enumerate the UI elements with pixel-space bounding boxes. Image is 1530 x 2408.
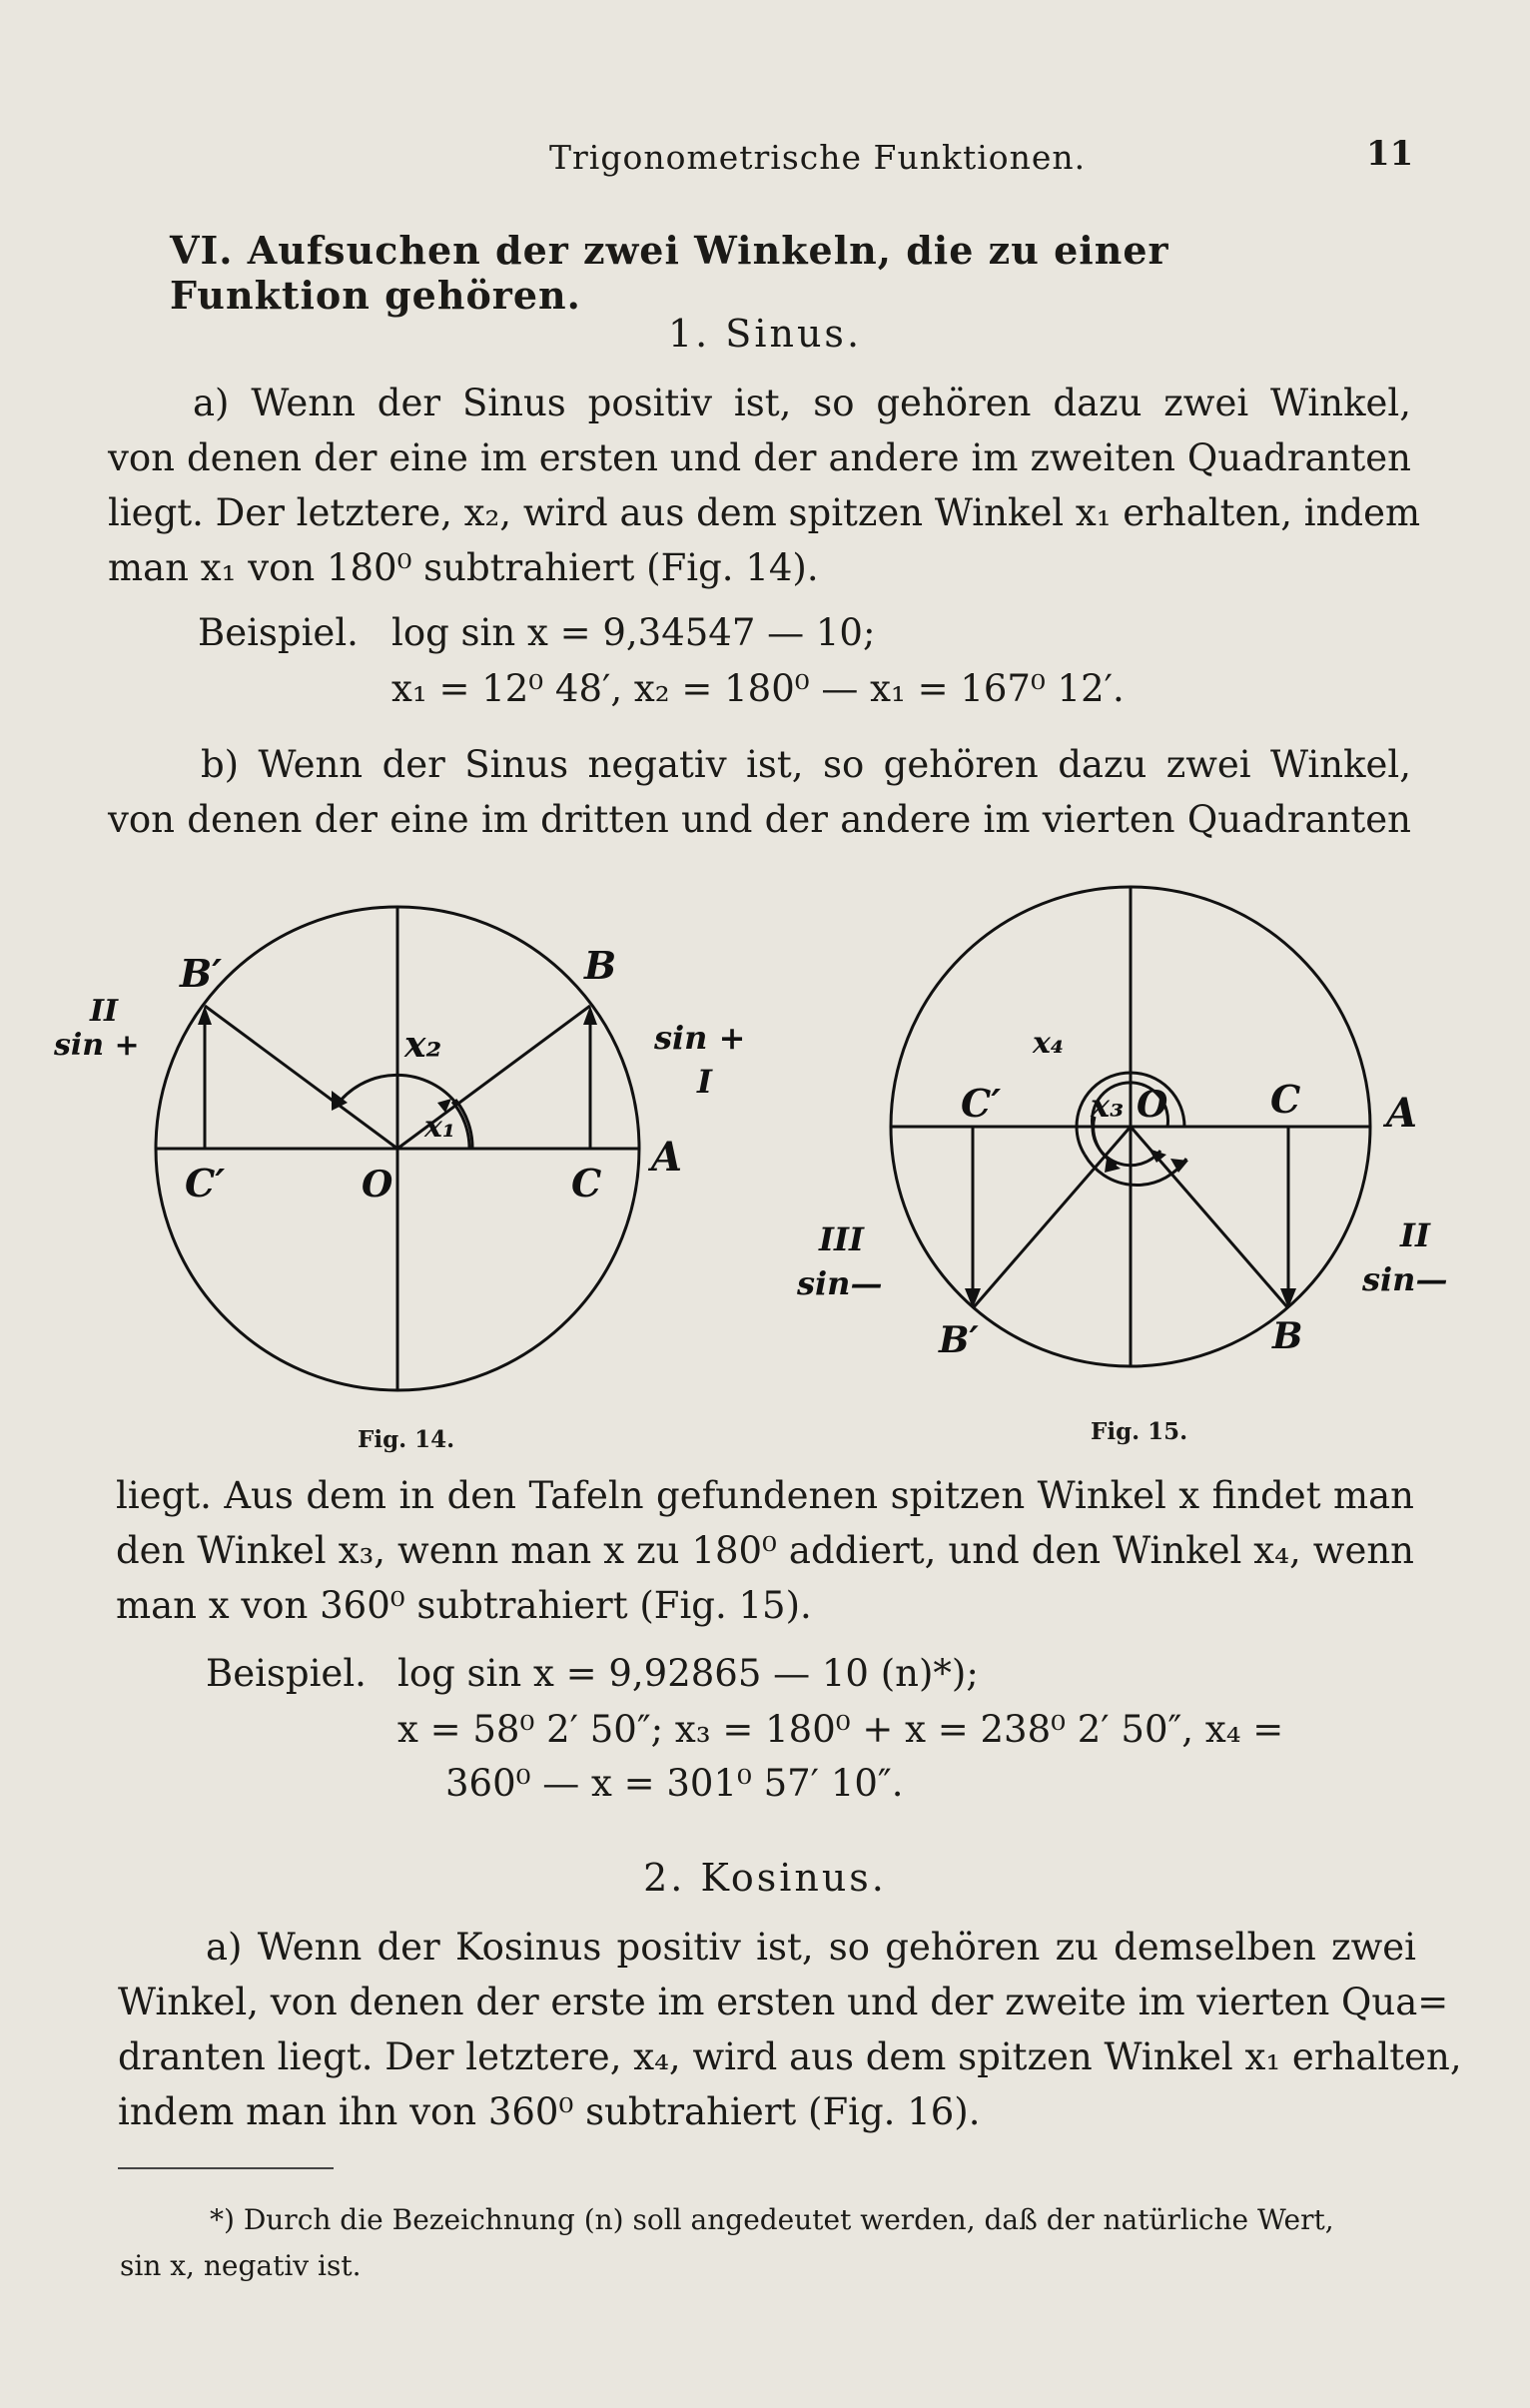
example-equation: 360⁰ — x = 301⁰ 57′ 10″. [445, 1762, 904, 1805]
page-number: 11 [1366, 134, 1414, 174]
example-equation: x = 58⁰ 2′ 50″; x₃ = 180⁰ + x = 238⁰ 2′ 50″, x₄ = [397, 1708, 1284, 1751]
heading-sinus: 1. Sinus. [667, 312, 863, 356]
label-b-prime: B′ [939, 1319, 979, 1361]
label-x3: x₃ [1091, 1087, 1125, 1125]
example-equation: log sin x = 9,92865 — 10 (n)*); [397, 1652, 979, 1695]
label-o: O [1137, 1084, 1168, 1126]
label-o: O [362, 1164, 393, 1205]
label-c-prime: C′ [185, 1161, 226, 1205]
paragraph-sine-a [108, 376, 1421, 595]
figure-14 [40, 879, 779, 1438]
label-x2: x₂ [404, 1024, 442, 1066]
footnote-rule [118, 2167, 334, 2169]
text-line: liegt. Der letztere, x₂, wird aus dem spitzen Winkel x₁ erhalten, indem [108, 491, 1421, 534]
text-line: b) Wenn der Sinus negativ ist, so gehören dazu zwei Winkel, [201, 743, 1411, 786]
example-equation: log sin x = 9,34547 — 10; [391, 611, 876, 654]
text-line: liegt. Aus dem in den Tafeln gefundenen spitzen Winkel x findet man [116, 1474, 1414, 1517]
running-header: Trigonometrische Funktionen. [549, 138, 1087, 177]
footnote-line: *) Durch die Bezeichnung (n) soll angedeutet werden, daß der natürliche Wert, [210, 2203, 1334, 2236]
arrowhead [965, 1288, 981, 1308]
text-line: von denen der eine im ersten und der andere im zweiten Quadranten [108, 436, 1411, 479]
example-equation: x₁ = 12⁰ 48′, x₂ = 180⁰ — x₁ = 167⁰ 12′. [391, 667, 1125, 710]
text-line: man x₁ von 180⁰ subtrahiert (Fig. 14). [108, 546, 819, 589]
label-b: B [1272, 1315, 1303, 1357]
label-sin-plus-left: sin + [54, 1028, 140, 1063]
label-quadrant-iii: III [819, 1220, 864, 1258]
figure-14-caption: Fig. 14. [358, 1426, 455, 1453]
label-a: A [1386, 1090, 1418, 1137]
footnote-line: sin x, negativ ist. [120, 2249, 362, 2282]
heading-kosinus: 2. Kosinus. [643, 1856, 887, 1900]
text-line: indem man ihn von 360⁰ subtrahiert (Fig. 16). [118, 2090, 981, 2133]
label-a: A [651, 1134, 683, 1181]
text-line: man x von 360⁰ subtrahiert (Fig. 15). [116, 1584, 812, 1627]
example-label: Beispiel. [206, 1652, 367, 1695]
arrowhead [1170, 1159, 1188, 1173]
label-b: B [584, 943, 617, 988]
text-line: von denen der eine im dritten und der andere im vierten Quadranten [108, 798, 1411, 841]
label-b-prime: B′ [180, 951, 223, 996]
text-line: a) Wenn der Kosinus positiv ist, so gehören zu demselben zwei [206, 1926, 1416, 1969]
paragraph-sine-b [108, 737, 1411, 847]
label-quadrant-ii: II [1400, 1216, 1430, 1254]
label-c: C [1270, 1077, 1301, 1122]
radius-ob-prime [205, 1006, 397, 1149]
label-c: C [571, 1161, 602, 1205]
figure-15 [779, 859, 1498, 1378]
label-c-prime: C′ [961, 1081, 1002, 1126]
text-line: a) Wenn der Sinus positiv ist, so gehören dazu zwei Winkel, [193, 382, 1411, 424]
label-quadrant-ii: II [90, 994, 119, 1029]
footnote [120, 2197, 1418, 2289]
label-quadrant-i: I [697, 1063, 712, 1101]
text-line: dranten liegt. Der letztere, x₄, wird aus dem spitzen Winkel x₁ erhalten, [118, 2035, 1462, 2078]
paragraph-sine-b-continued [116, 1468, 1414, 1633]
label-x4: x₄ [1033, 1026, 1065, 1061]
text-line: Winkel, von denen der erste im ersten und der zweite im vierten Qua= [118, 1981, 1449, 2023]
section-title: VI. Aufsuchen der zwei Winkeln, die zu einer Funktion gehören. [170, 228, 1169, 318]
label-sin-minus-right: sin— [1362, 1260, 1448, 1298]
label-sin-plus-right: sin + [654, 1019, 746, 1057]
radius-ob-prime [973, 1127, 1131, 1308]
text-line: den Winkel x₃, wenn man x zu 180⁰ addiert, und den Winkel x₄, wenn [116, 1529, 1414, 1572]
figure-15-caption: Fig. 15. [1091, 1418, 1188, 1445]
label-sin-minus-left: sin— [797, 1264, 883, 1302]
arrowhead [1280, 1288, 1296, 1308]
arc-x4-bottom [1077, 1127, 1085, 1155]
label-x1: x₁ [424, 1110, 456, 1145]
example-label: Beispiel. [198, 611, 359, 654]
paragraph-cosine-a [118, 1920, 1462, 2139]
